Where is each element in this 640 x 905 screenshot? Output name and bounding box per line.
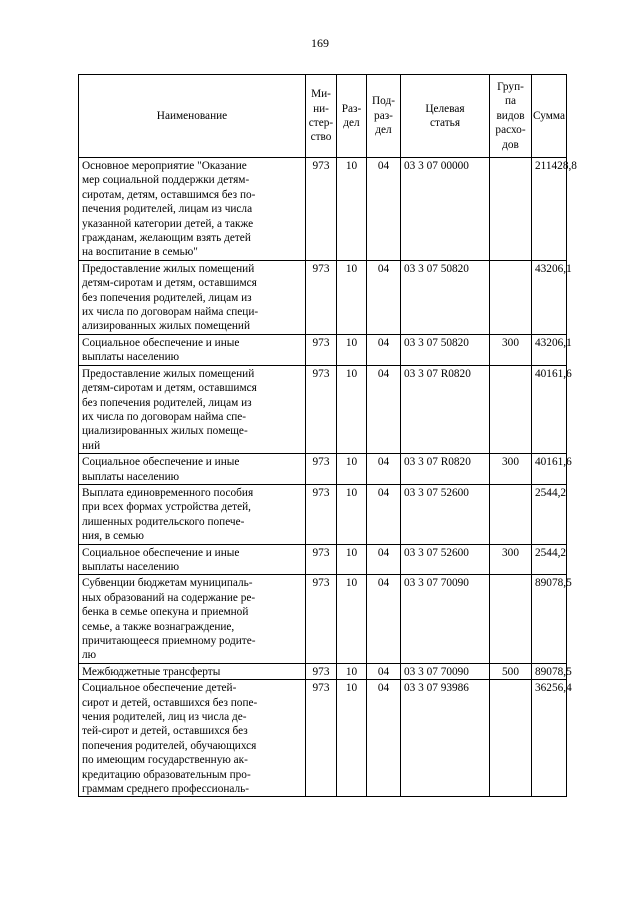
cell-ministry: 973 (306, 663, 337, 679)
cell-name: Социальное обеспечение и иные выплаты населению (79, 334, 306, 365)
cell-target-article: 03 3 07 52600 (401, 544, 490, 575)
cell-name: Предоставление жилых помещений детям-сиротам и детям, оставшимся без попечения родителей, лицам из их числа по договорам найма специ- ализированных жилых помещений (79, 260, 306, 334)
cell-subsection: 04 (367, 365, 401, 453)
cell-sum: 40161,6 (532, 454, 567, 485)
page-number: 169 (311, 36, 329, 50)
cell-target-article: 03 3 07 50820 (401, 260, 490, 334)
column-header-subsection: Под- раз- дел (367, 75, 401, 158)
cell-expense-group (490, 158, 532, 261)
cell-subsection: 04 (367, 158, 401, 261)
cell-sum: 43206,1 (532, 334, 567, 365)
column-header-sum: Сумма (532, 75, 567, 158)
cell-subsection: 04 (367, 544, 401, 575)
cell-ministry: 973 (306, 484, 337, 544)
table-row (79, 365, 567, 453)
cell-section: 10 (337, 484, 367, 544)
cell-target-article: 03 3 07 00000 (401, 158, 490, 261)
cell-target-article: 03 3 07 70090 (401, 575, 490, 663)
column-header-section: Раз- дел (337, 75, 367, 158)
cell-expense-group (490, 260, 532, 334)
column-header-ministry: Ми- ни- стер- ство (306, 75, 337, 158)
cell-expense-group: 300 (490, 334, 532, 365)
cell-ministry: 973 (306, 680, 337, 797)
header-row (79, 75, 567, 158)
cell-ministry: 973 (306, 544, 337, 575)
column-header-expense-group: Груп- па видов расхо- дов (490, 75, 532, 158)
cell-ministry: 973 (306, 334, 337, 365)
cell-name: Выплата единовременного пособия при всех формах устройства детей, лишенных родительского попече- ния, в семью (79, 484, 306, 544)
table-row (79, 334, 567, 365)
cell-ministry: 973 (306, 575, 337, 663)
cell-subsection: 04 (367, 680, 401, 797)
cell-section: 10 (337, 663, 367, 679)
cell-name: Социальное обеспечение детей- сирот и детей, оставшихся без попе- чения родителей, лиц из числа де- тей-сирот и детей, оставшихся без попечения родителей, обучающихся по имеющим государственную ак- кредитацию образовательным про- граммам среднего профессиональ- (79, 680, 306, 797)
cell-sum: 89078,5 (532, 575, 567, 663)
cell-expense-group: 300 (490, 454, 532, 485)
cell-name: Социальное обеспечение и иные выплаты населению (79, 454, 306, 485)
table-row (79, 544, 567, 575)
cell-sum: 89078,5 (532, 663, 567, 679)
cell-expense-group (490, 575, 532, 663)
cell-section: 10 (337, 575, 367, 663)
cell-subsection: 04 (367, 334, 401, 365)
table-row (79, 663, 567, 679)
cell-subsection: 04 (367, 454, 401, 485)
column-header-target-article: Целевая статья (401, 75, 490, 158)
cell-ministry: 973 (306, 454, 337, 485)
cell-subsection: 04 (367, 575, 401, 663)
cell-section: 10 (337, 454, 367, 485)
cell-expense-group: 500 (490, 663, 532, 679)
cell-ministry: 973 (306, 365, 337, 453)
budget-table (78, 74, 577, 797)
cell-sum: 2544,2 (532, 544, 567, 575)
cell-section: 10 (337, 158, 367, 261)
cell-section: 10 (337, 260, 367, 334)
table-row (79, 680, 567, 797)
cell-target-article: 03 3 07 50820 (401, 334, 490, 365)
cell-expense-group (490, 365, 532, 453)
table-row (79, 454, 567, 485)
table-body (79, 158, 577, 797)
cell-name: Субвенции бюджетам муниципаль- ных образований на содержание ре- бенка в семье опекуна и приемной семье, а также вознаграждение, причитающееся приемному родите- лю (79, 575, 306, 663)
cell-expense-group: 300 (490, 544, 532, 575)
cell-sum: 2544,2 (532, 484, 567, 544)
cell-ministry: 973 (306, 158, 337, 261)
column-header-name: Наименование (79, 75, 306, 158)
cell-target-article: 03 3 07 52600 (401, 484, 490, 544)
cell-name: Межбюджетные трансферты (79, 663, 306, 679)
cell-sum: 40161,6 (532, 365, 567, 453)
cell-subsection: 04 (367, 663, 401, 679)
cell-expense-group (490, 484, 532, 544)
cell-subsection: 04 (367, 260, 401, 334)
cell-expense-group (490, 680, 532, 797)
cell-section: 10 (337, 680, 367, 797)
table-row (79, 575, 567, 663)
cell-name: Предоставление жилых помещений детям-сиротам и детям, оставшимся без попечения родителей, лицам из их числа по договорам найма спе- циализированных жилых помеще- ний (79, 365, 306, 453)
cell-sum: 43206,1 (532, 260, 567, 334)
cell-sum: 36256,4 (532, 680, 567, 797)
cell-subsection: 04 (367, 484, 401, 544)
cell-section: 10 (337, 334, 367, 365)
cell-target-article: 03 3 07 70090 (401, 663, 490, 679)
cell-section: 10 (337, 544, 367, 575)
cell-name: Основное мероприятие "Оказание мер социальной поддержки детям- сиротам, детям, оставшимся без по- печения родителей, лицам из числа указанной категории детей, а также гражданам, желающим взять детей на воспитание в семью" (79, 158, 306, 261)
cell-target-article: 03 3 07 R0820 (401, 454, 490, 485)
cell-name: Социальное обеспечение и иные выплаты населению (79, 544, 306, 575)
cell-sum: 211428,8 (532, 158, 567, 261)
table-row (79, 158, 567, 261)
cell-target-article: 03 3 07 R0820 (401, 365, 490, 453)
cell-ministry: 973 (306, 260, 337, 334)
cell-target-article: 03 3 07 93986 (401, 680, 490, 797)
table-row (79, 484, 567, 544)
table-row (79, 260, 567, 334)
cell-section: 10 (337, 365, 367, 453)
